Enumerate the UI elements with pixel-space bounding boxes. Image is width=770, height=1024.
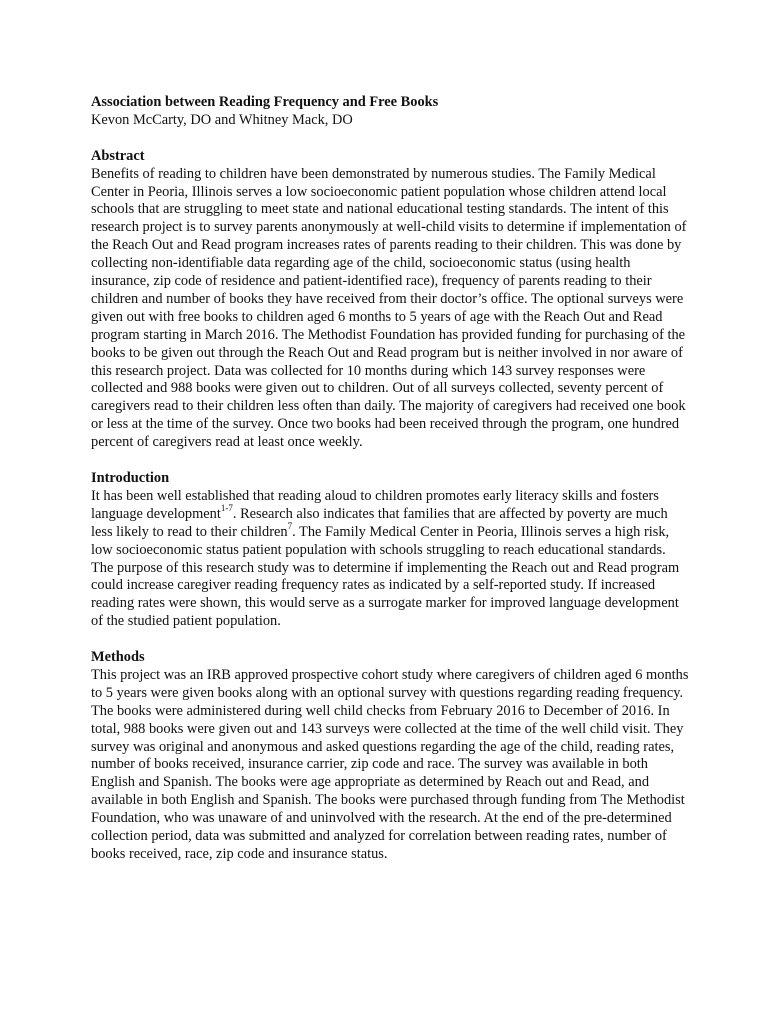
- paper-authors: Kevon McCarty, DO and Whitney Mack, DO: [91, 111, 353, 128]
- citation-ref-1-7: 1-7: [220, 503, 233, 514]
- introduction-text-part-3: . The Family Medical Center in Peoria, Illinois serves a high risk, low socioeconomic status patient population with schools struggling to reach educational standards. The purpose of this research study was to determine if implementing the Reach out and Read program could increase caregiver reading frequency rates as indicated by a self-reported study. If increased reading rates were shown, this would serve as a surrogate marker for improved language development of the studied patient population.: [91, 523, 680, 630]
- methods-text: This project was an IRB approved prospective cohort study where caregivers of children aged 6 months to 5 years were given books along with an optional survey with questions regarding reading frequency. The books were administered during well child checks from February 2016 to December of 2016. In total, 988 books were given out and 143 surveys were collected at the time of the well child visit. They survey was original and anonymous and asked questions regarding the age of the child, reading rates, number of books received, insurance carrier, zip code and race. The survey was available in both English and Spanish. The books were age appropriate as determined by Reach out and Read, and available in both English and Spanish. The books were purchased through funding from The Methodist Foundation, who was unaware of and uninvolved with the research. At the end of the pre-determined collection period, data was submitted and analyzed for correlation between reading rates, number of books received, race, zip code and insurance status.: [91, 666, 689, 863]
- document-page: [91, 94, 691, 864]
- introduction-heading: Introduction: [91, 470, 170, 486]
- introduction-text-part-2: . Research also indicates that families that are affected by poverty are much less likely to read to their children: [91, 505, 668, 540]
- abstract-heading: Abstract: [91, 147, 145, 164]
- methods-heading: Methods: [91, 649, 145, 666]
- paper-title: Association between Reading Frequency and Free Books: [91, 94, 439, 110]
- introduction-text: [91, 488, 691, 631]
- introduction-text-part-1: It has been well established that reading aloud to children promotes early literacy skills and fosters language development: [91, 487, 659, 522]
- abstract-text: Benefits of reading to children have been demonstrated by numerous studies. The Family Medical Center in Peoria, Illinois serves a low socioeconomic patient population whose children attend local schools that are struggling to meet state and national educational testing standards. The intent of this research project is to survey parents anonymously at well-child visits to determine if implementation of the Reach Out and Read program increases rates of parents reading to their children. This was done by collecting non-identifiable data regarding age of the child, socioeconomic status (using health insurance, zip code of residence and patient-identified race), frequency of parents reading to their children and number of books they have received from their doctor’s office. The optional surveys were given out with free books to children aged 6 months to 5 years of age with the Reach Out and Read program starting in March 2016. The Methodist Foundation has provided funding for purchasing of the books to be given out through the Reach Out and Read program but is neither involved in nor aware of this research project. Data was collected for 10 months during which 143 survey responses were collected and 988 books were given out to children. Out of all surveys collected, seventy percent of caregivers read to their children less often than daily. The majority of caregivers had received one book or less at the time of the survey. Once two books had been received through the program, one hundred percent of caregivers read at least once weekly.: [91, 165, 687, 451]
- citation-ref-7: 7: [287, 520, 293, 531]
